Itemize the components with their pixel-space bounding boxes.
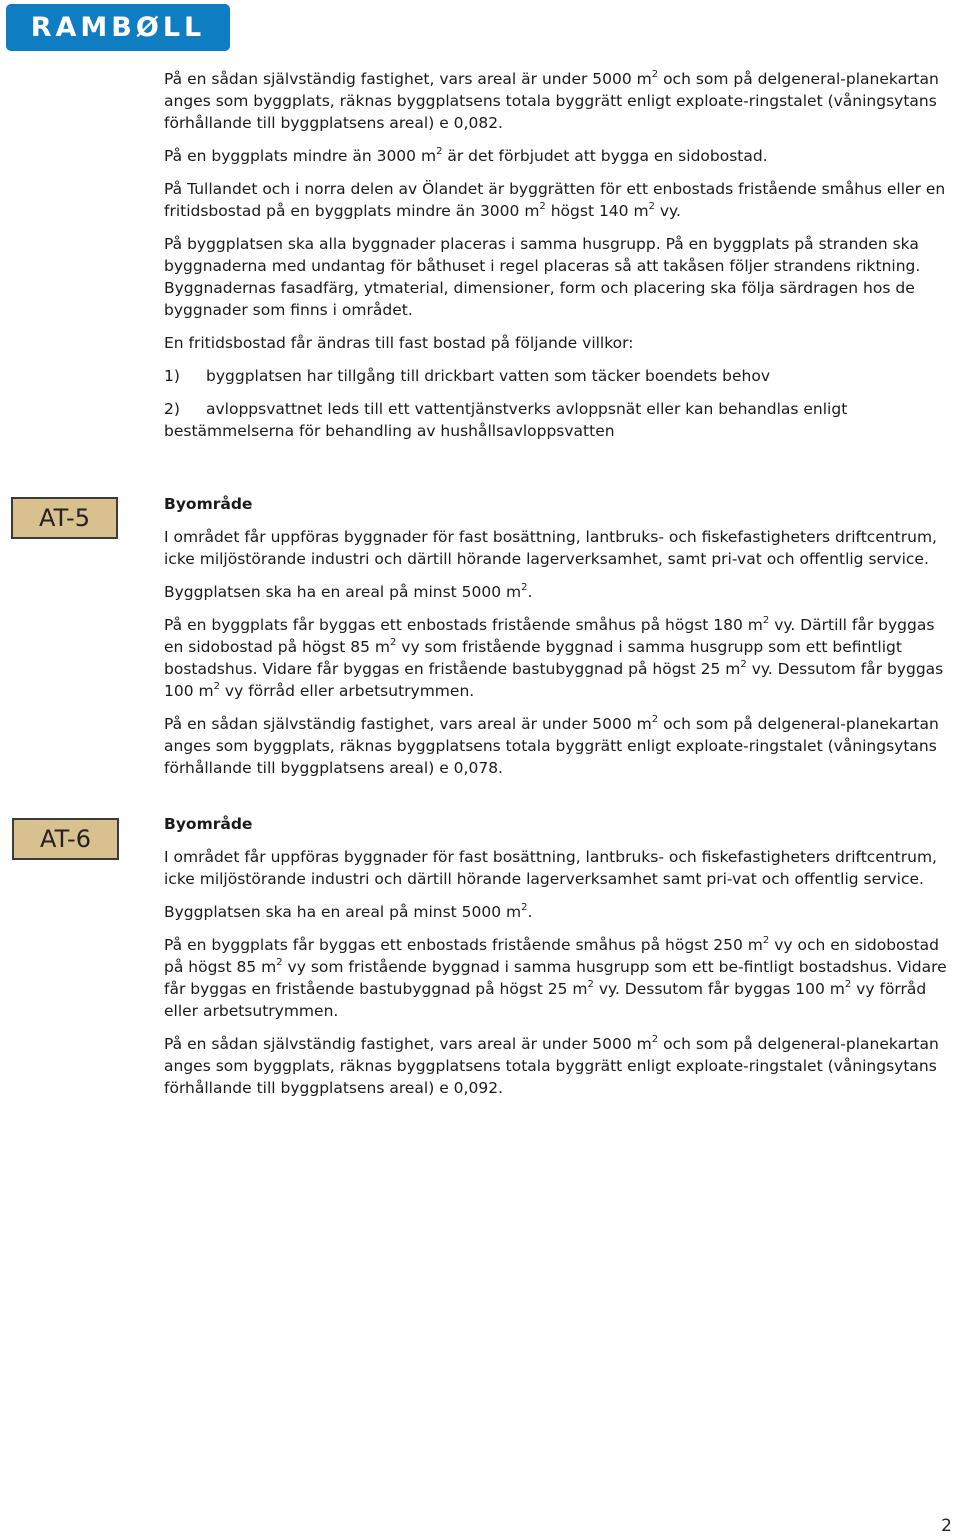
section-at6 (164, 813, 956, 1110)
paragraph: På byggplatsen ska alla byggnader placeras i samma husgrupp. På en byggplats på stranden ska byggnaderna med undantag för båthuset i regel placeras så att takåsen följer strandens riktning. Byggnadernas fasadfärg, ytmaterial, dimensioner, form och placering ska följa särdragen hos de byggnader som finns i området. (164, 235, 921, 319)
section-heading: Byområde (164, 815, 253, 833)
list-item: 1) byggplatsen har tillgång till drickbart vatten som täcker boendets behov (164, 367, 771, 385)
paragraph: På en byggplats får byggas ett enbostads fristående småhus på högst 180 $m^2$ vy. Därtill får byggas en sidobostad på högst 85 $m^2$ vy som fristående byggnad i samma husgrupp som ett befintligt bostadshus. Vidare får byggas en fristående bastubyggnad på högst 25 $m^2$ vy. Dessutom får byggas 100 $m^2$ vy förråd eller arbetsutrymmen. (164, 615, 944, 700)
paragraph: I området får uppföras byggnader för fast bosättning, lantbruks- och fiskefastigheters driftcentrum, icke miljöstörande industri och därtill hörande lagerverksamhet samt pri-vat och offentlig service. (164, 848, 937, 888)
paragraph: Byggplatsen ska ha en areal på minst 5000 $m^2$. (164, 582, 533, 601)
paragraph: På en sådan självständig fastighet, vars areal är under 5000 $m^2$ och som på delgeneral-planekartan anges som byggplats, räknas byggplatsens totala byggrätt enligt exploate-ringstalet (våningsytans förhållande till byggplatsens areal) e 0,078. (164, 714, 939, 777)
logo-text: RAMBØLL (30, 12, 206, 43)
paragraph: På en sådan självständig fastighet, vars areal är under 5000 $m^2$ och som på delgeneral-planekartan anges som byggplats, räknas byggplatsens totala byggrätt enligt exploate-ringstalet (våningsytans förhållande till byggplatsens areal) e 0,092. (164, 1034, 939, 1097)
page-number: 2 (941, 1516, 952, 1536)
rambol-logo (6, 4, 230, 51)
list-item: 2) avloppsvattnet leds till ett vattentjänstverks avloppsnät eller kan behandlas enligt bestämmelserna för behandling av hushållsavloppsvatten (164, 400, 848, 440)
zone-badge-at5: AT-5 (11, 497, 118, 539)
paragraph: I området får uppföras byggnader för fast bosättning, lantbruks- och fiskefastigheters driftcentrum, icke miljöstörande industri och därtill hörande lagerverksamhet, samt pri-vat och offentlig service. (164, 528, 937, 568)
zone-badge-at6: AT-6 (12, 818, 119, 860)
section-intro (164, 68, 956, 442)
paragraph: Byggplatsen ska ha en areal på minst 5000 $m^2$. (164, 902, 533, 921)
paragraph: På en byggplats får byggas ett enbostads fristående småhus på högst 250 $m^2$ vy och en sidobostad på högst 85 $m^2$ vy som fristående byggnad i samma husgrupp som ett be-fintligt bostadshus. Vidare får byggas en fristående bastubyggnad på högst 25 $m^2$ vy. Dessutom får byggas 100 $m^2$ vy förråd eller arbetsutrymmen. (164, 935, 947, 1020)
paragraph: På en byggplats mindre än 3000 $m^2$ är det förbjudet att bygga en sidobostad. (164, 146, 768, 165)
section-heading: Byområde (164, 495, 253, 513)
section-at5 (164, 493, 956, 790)
paragraph: På en sådan självständig fastighet, vars areal är under 5000 $m^2$ och som på delgeneral-planekartan anges som byggplats, räknas byggplatsens totala byggrätt enligt exploate-ringstalet (våningsytans förhållande till byggplatsens areal) e 0,082. (164, 69, 939, 132)
paragraph: På Tullandet och i norra delen av Ölandet är byggrätten för ett enbostads fristående småhus eller en fritidsbostad på en byggplats mindre än 3000 $m^2$ högst 140 $m^2$ vy. (164, 180, 946, 220)
paragraph: En fritidsbostad får ändras till fast bostad på följande villkor: (164, 334, 634, 352)
